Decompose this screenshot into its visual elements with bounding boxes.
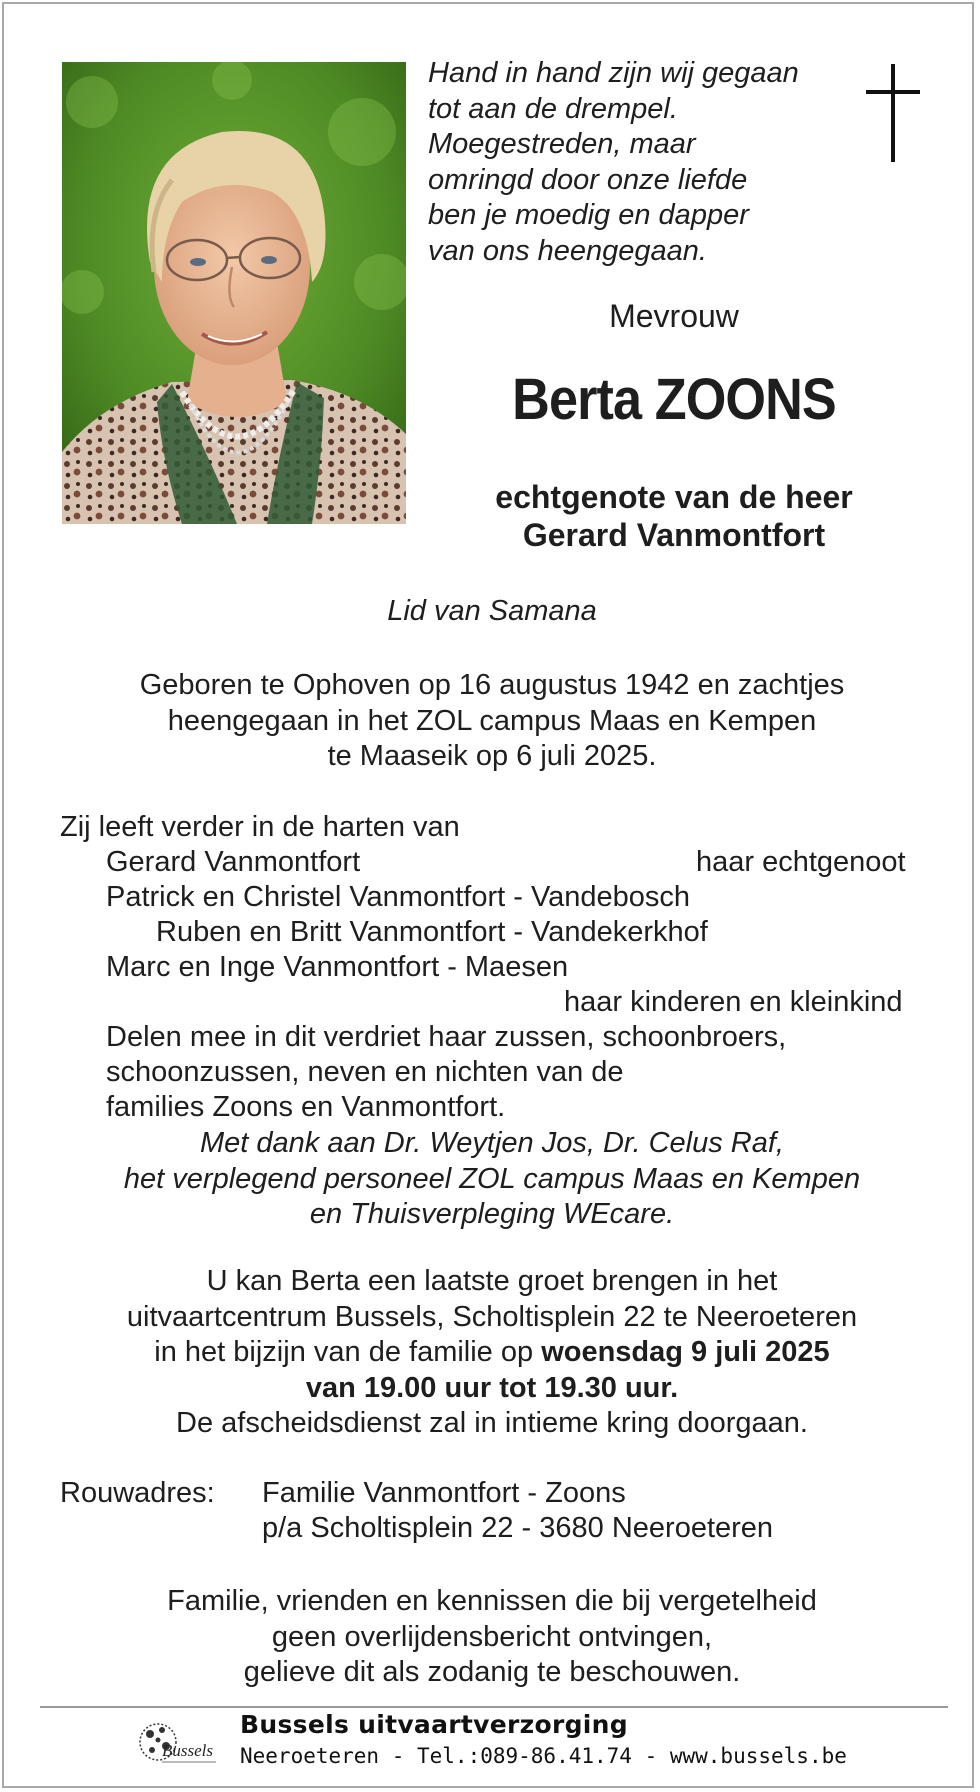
visit-line: De afscheidsdienst zal in intieme kring doorgaan. bbox=[176, 1407, 808, 1439]
birth-death-line: heengegaan in het ZOL campus Maas en Kempen bbox=[167, 704, 817, 737]
bussels-logo bbox=[136, 1716, 226, 1774]
address-line: p/a Scholtisplein 22 - 3680 Neeroeteren bbox=[262, 1512, 774, 1544]
poem-line: tot aan de drempel. bbox=[428, 92, 678, 125]
visit-line bbox=[4, 1335, 980, 1371]
survivor-others: families Zoons en Vanmontfort. bbox=[106, 1091, 506, 1123]
membership: Lid van Samana bbox=[387, 595, 597, 627]
poem-line: Moegestreden, maar bbox=[428, 128, 696, 160]
visit-line: U kan Berta een laatste groet brengen in het bbox=[206, 1265, 778, 1297]
survivor-children-role: haar kinderen en kleinkind bbox=[564, 986, 903, 1018]
thanks-line: en Thuisverpleging WEcare. bbox=[309, 1198, 675, 1230]
footer-divider bbox=[40, 1706, 948, 1708]
notice-line: geen overlijdensbericht ontvingen, bbox=[271, 1620, 713, 1653]
visit-text: in het bijzijn van de familie op bbox=[154, 1336, 542, 1368]
notice-line: Familie, vrienden en kennissen die bij vergetelheid bbox=[167, 1585, 817, 1617]
spouse-info bbox=[404, 478, 944, 554]
survivor-others: Delen mee in dit verdriet haar zussen, schoonbroers, bbox=[106, 1021, 787, 1053]
poem bbox=[428, 56, 799, 269]
notice bbox=[4, 1584, 980, 1691]
thanks bbox=[4, 1126, 980, 1233]
logo-text: Bussels bbox=[162, 1741, 213, 1760]
survivor-child: Marc en Inge Vanmontfort - Maesen bbox=[106, 951, 569, 983]
cross-icon bbox=[866, 64, 920, 162]
survivors-intro: Zij leeft verder in de harten van bbox=[60, 811, 460, 843]
obituary-card bbox=[2, 2, 974, 1788]
survivor-child: Patrick en Christel Vanmontfort - Vandebosch bbox=[106, 881, 691, 913]
poem-line: omringd door onze liefde bbox=[428, 163, 748, 196]
thanks-line: het verplegend personeel ZOL campus Maas en Kempen bbox=[123, 1162, 861, 1195]
funeral-company-contact: Neeroeteren - Tel.:089-86.41.74 - www.bussels.be bbox=[240, 1744, 847, 1768]
visit-line: uitvaartcentrum Bussels, Scholtisplein 22 te Neeroeteren bbox=[126, 1300, 858, 1333]
birth-death-line: te Maaseik op 6 juli 2025. bbox=[327, 740, 657, 772]
visit-info bbox=[4, 1264, 980, 1442]
survivor-spouse-name: Gerard Vanmontfort bbox=[106, 846, 361, 878]
survivor-child: Ruben en Britt Vanmontfort - Vandekerkhof bbox=[156, 916, 708, 948]
survivor-spouse-role: haar echtgenoot bbox=[696, 846, 906, 878]
birth-death-line: Geboren te Ophoven op 16 augustus 1942 en zachtjes bbox=[139, 669, 845, 701]
survivor-others: schoonzussen, neven en nichten van de bbox=[106, 1056, 624, 1088]
spouse-line: Gerard Vanmontfort bbox=[522, 517, 826, 553]
address-line: Familie Vanmontfort - Zoons bbox=[262, 1477, 626, 1509]
title-prefix: Mevrouw bbox=[609, 298, 739, 334]
visit-date: woensdag 9 juli 2025 bbox=[541, 1336, 830, 1368]
portrait-photo bbox=[62, 62, 406, 524]
visit-time: van 19.00 uur tot 19.30 uur. bbox=[305, 1371, 679, 1404]
notice-line: gelieve dit als zodanig te beschouwen. bbox=[243, 1656, 741, 1688]
spouse-line: echtgenote van de heer bbox=[495, 479, 853, 515]
poem-line: ben je moedig en dapper bbox=[428, 199, 749, 231]
poem-line: van ons heengegaan. bbox=[428, 234, 707, 267]
address-label: Rouwadres: bbox=[60, 1477, 215, 1509]
thanks-line: Met dank aan Dr. Weytjen Jos, Dr. Celus Raf, bbox=[200, 1127, 784, 1159]
funeral-company-name: Bussels uitvaartverzorging bbox=[240, 1710, 628, 1739]
poem-line: Hand in hand zijn wij gegaan bbox=[428, 57, 799, 89]
deceased-name: Berta ZOONS bbox=[512, 367, 836, 432]
birth-death-info bbox=[4, 668, 980, 775]
